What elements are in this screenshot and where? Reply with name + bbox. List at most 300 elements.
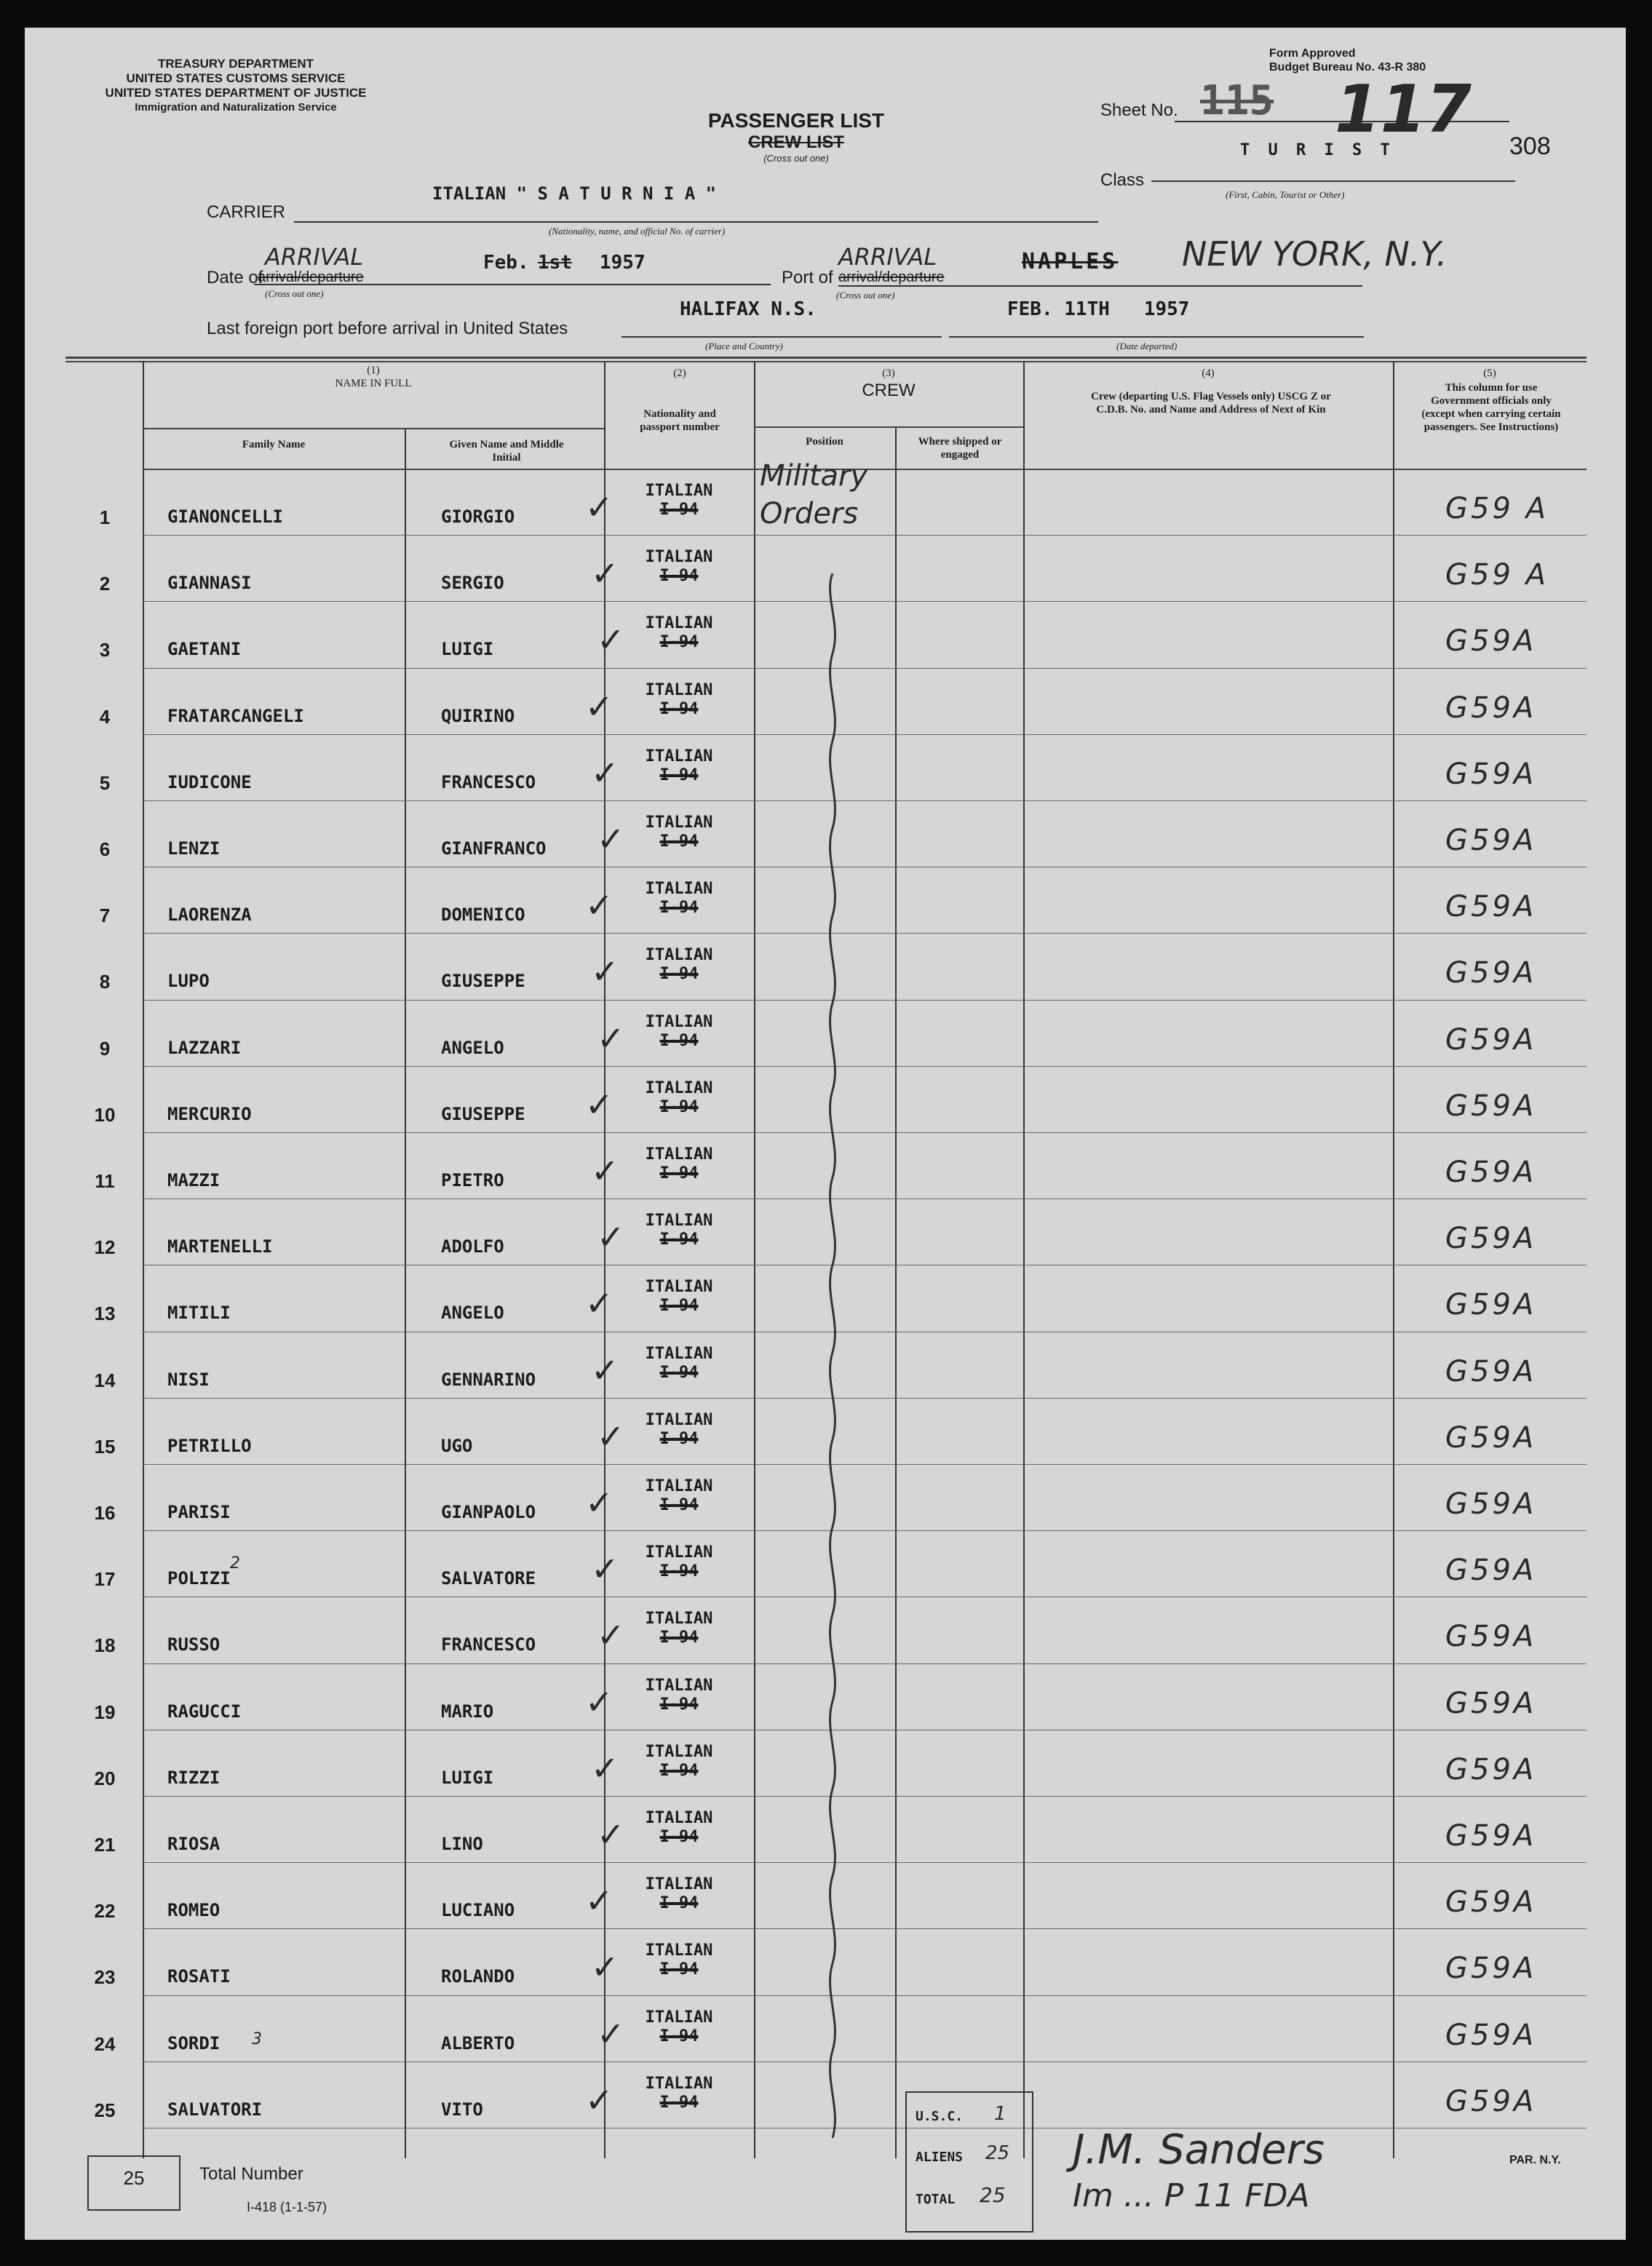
checkmark-icon: ✓ — [585, 1084, 613, 1124]
family-name: RIZZI — [167, 1767, 221, 1788]
nationality-cell — [610, 2008, 748, 2046]
date-line — [254, 284, 771, 285]
carrier-line — [294, 221, 1098, 223]
nationality: ITALIAN — [645, 1610, 713, 1629]
row-number: 6 — [99, 838, 111, 860]
col3-num: (3) — [882, 367, 895, 379]
government-code: G59A — [1445, 1686, 1537, 1720]
col3-title: CREW — [862, 381, 916, 400]
nationality: ITALIAN — [645, 1078, 713, 1097]
given-name: FRANCESCO — [441, 771, 536, 792]
stamp-aliens: ALIENS — [916, 2150, 964, 2165]
given-name: GENNARINO — [441, 1369, 536, 1390]
date-year: 1957 — [600, 252, 646, 274]
title-passenger: PASSENGER LIST — [707, 109, 885, 132]
given-name: MARIO — [441, 1701, 494, 1722]
family-name: GIANNASI — [167, 573, 252, 594]
family-name: MITILI — [167, 1303, 231, 1324]
row-number: 8 — [99, 971, 111, 993]
row-number: 12 — [94, 1236, 116, 1259]
given-name: LUIGI — [441, 639, 494, 660]
col4-num: (4) — [1202, 367, 1215, 379]
given-name: DOMENICO — [441, 905, 525, 926]
government-code: G59 A — [1445, 492, 1549, 525]
given-name: SALVATORE — [441, 1568, 536, 1589]
family-name: RAGUCCI — [167, 1701, 242, 1722]
nationality-cell — [610, 1345, 748, 1383]
checkmark-icon: ✓ — [597, 1217, 625, 1257]
stamp-total-value: 25 — [980, 2183, 1006, 2207]
table-divider — [754, 361, 755, 2158]
nationality: ITALIAN — [645, 1543, 713, 1562]
checkmark-icon: ✓ — [597, 1615, 625, 1655]
passport-number: I-94 — [659, 1363, 699, 1382]
family-name: FRATARCANGELI — [167, 705, 304, 726]
given-name: SERGIO — [441, 573, 504, 594]
row-number: 15 — [94, 1435, 116, 1458]
checkmark-icon: ✓ — [591, 1947, 619, 1987]
nationality-cell — [610, 1079, 748, 1117]
passport-number: I-94 — [659, 567, 699, 586]
family-name: GIANONCELLI — [167, 506, 283, 527]
given-name: ADOLFO — [441, 1236, 504, 1257]
row-divider — [143, 1198, 1587, 1199]
family-name: PARISI — [167, 1502, 231, 1522]
government-code: G59A — [1445, 824, 1537, 857]
row-number: 17 — [94, 1568, 116, 1591]
nationality-cell — [610, 614, 748, 652]
nationality: ITALIAN — [645, 1676, 713, 1695]
last-port-value: HALIFAX N.S. — [680, 298, 817, 320]
nationality-cell — [610, 482, 748, 520]
family-name: IUDICONE — [167, 771, 252, 792]
row-number: 14 — [94, 1369, 116, 1391]
port-naples: NAPLES — [1022, 249, 1119, 274]
nationality-cell — [610, 1610, 748, 1647]
passport-number: I-94 — [659, 2093, 699, 2112]
row-divider — [143, 1464, 1587, 1465]
crew-note-line: Orders — [760, 497, 859, 530]
nationality-cell — [610, 1145, 748, 1183]
carrier-label: CARRIER — [207, 202, 286, 222]
port-newyork: NEW YORK, N.Y. — [1182, 234, 1448, 274]
checkmark-icon: ✓ — [591, 1549, 619, 1589]
checkmark-icon: ✓ — [591, 554, 619, 594]
header-rule — [65, 357, 1587, 359]
carrier-hint: (Nationality, name, and official No. of carrier) — [549, 226, 726, 236]
family-name: PETRILLO — [167, 1435, 252, 1456]
row-divider — [143, 1663, 1587, 1664]
given-name: ANGELO — [441, 1303, 504, 1324]
government-code: G59A — [1445, 1222, 1537, 1256]
par-mark: PAR. N.Y. — [1509, 2154, 1561, 2166]
government-code: G59A — [1445, 1952, 1537, 1986]
row-number: 22 — [94, 1900, 116, 1923]
nationality-cell — [610, 2075, 748, 2112]
row-divider — [143, 1862, 1587, 1863]
stamp-total: TOTAL — [916, 2192, 956, 2207]
row-number: 16 — [94, 1502, 116, 1524]
departed-value: FEB. 11TH 1957 — [1007, 298, 1190, 320]
row-number: 25 — [94, 2099, 116, 2121]
row-divider — [143, 800, 1587, 801]
government-code: G59A — [1445, 1288, 1537, 1322]
nationality-cell — [610, 1411, 748, 1449]
nationality-cell — [610, 1743, 748, 1781]
row-number: 20 — [94, 1767, 116, 1789]
row17-annotation: 2 — [230, 1554, 240, 1573]
departed-hint: (Date departed) — [1116, 341, 1178, 351]
form-approved — [1269, 47, 1426, 74]
row24-annotation: 3 — [252, 2030, 262, 2048]
row-divider — [143, 1066, 1587, 1067]
class-line — [1151, 180, 1515, 182]
government-code: G59A — [1445, 2084, 1537, 2118]
class-hint: (First, Cabin, Tourist or Other) — [1226, 189, 1345, 200]
header-rule — [65, 361, 1587, 362]
sheet-number: 117 — [1335, 71, 1472, 148]
nationality: ITALIAN — [645, 814, 713, 832]
row-number: 9 — [99, 1037, 111, 1060]
family-name: MARTENELLI — [167, 1236, 273, 1257]
nationality: ITALIAN — [645, 1477, 713, 1495]
government-code: G59A — [1445, 1819, 1537, 1853]
given-name: ANGELO — [441, 1037, 504, 1058]
stamp-usc-value: 1 — [994, 2103, 1006, 2125]
row-number: 1 — [99, 506, 111, 528]
passport-number: I-94 — [659, 1695, 699, 1714]
passport-number: I-94 — [659, 1828, 699, 1846]
port-label: Port of — [782, 268, 833, 287]
passport-number: I-94 — [659, 1894, 699, 1913]
checkmark-icon: ✓ — [591, 1350, 619, 1390]
passport-number: I-94 — [659, 1429, 699, 1448]
date-day-crossed: 1st — [538, 252, 572, 274]
nationality-cell — [610, 1013, 748, 1051]
agency-line: UNITED STATES DEPARTMENT OF JUSTICE — [105, 86, 367, 100]
nationality-cell — [610, 1809, 748, 1847]
government-code: G59A — [1445, 1752, 1537, 1786]
nationality: ITALIAN — [645, 747, 713, 766]
date-handwritten: ARRIVAL — [265, 243, 364, 271]
government-code: G59A — [1445, 956, 1537, 990]
given-name: UGO — [441, 1435, 473, 1456]
row-divider — [143, 601, 1587, 602]
row-number: 5 — [99, 771, 111, 794]
date-crossed: arrival/departure — [258, 269, 364, 285]
form-title — [651, 109, 942, 164]
ditto-squiggle — [818, 566, 847, 2160]
table-divider — [754, 426, 1023, 428]
col1-num: (1) — [367, 365, 380, 376]
nationality-cell — [610, 747, 748, 785]
row-number: 23 — [94, 1966, 116, 1989]
carrier-value: ITALIAN " S A T U R N I A " — [432, 183, 717, 204]
col1-header — [143, 364, 604, 390]
row-number: 4 — [99, 705, 111, 728]
government-code: G59A — [1445, 1354, 1537, 1388]
signature: J.M. Sanders — [1073, 2126, 1325, 2174]
col1-title: NAME IN FULL — [335, 378, 412, 389]
checkmark-icon: ✓ — [585, 886, 613, 926]
passport-number: I-94 — [659, 1097, 699, 1116]
port-handwritten: ARRIVAL — [838, 243, 937, 271]
passport-number: I-94 — [659, 1960, 699, 1979]
checkmark-icon: ✓ — [585, 1483, 613, 1522]
checkmark-icon: ✓ — [597, 819, 625, 859]
government-code: G59A — [1445, 1620, 1537, 1654]
passport-number: I-94 — [659, 1031, 699, 1050]
passport-number: I-94 — [659, 1231, 699, 1249]
nationality: ITALIAN — [645, 1145, 713, 1164]
col5-title: This column for use Government officials only (except when carrying certain passengers. See Instructions) — [1421, 382, 1561, 433]
table-divider — [405, 428, 406, 2158]
nationality: ITALIAN — [645, 1278, 713, 1297]
nationality-cell — [610, 1477, 748, 1515]
given-name: GIANPAOLO — [441, 1502, 536, 1522]
checkmark-icon: ✓ — [597, 2013, 625, 2054]
nationality: ITALIAN — [645, 2074, 713, 2093]
row-number: 11 — [95, 1170, 115, 1192]
row-divider — [143, 1995, 1587, 1996]
nationality: ITALIAN — [645, 614, 713, 633]
given-name: ROLANDO — [441, 1966, 515, 1987]
passport-number: I-94 — [659, 766, 699, 784]
passport-number: I-94 — [659, 1164, 699, 1182]
passport-number: I-94 — [659, 1761, 699, 1780]
family-name: ROMEO — [167, 1900, 221, 1921]
row-divider — [143, 1796, 1587, 1797]
sheet-label: Sheet No. — [1100, 100, 1178, 120]
nationality-cell — [610, 946, 748, 984]
family-name: RIOSA — [167, 1834, 221, 1854]
checkmark-icon: ✓ — [597, 1815, 625, 1854]
family-name: SALVATORI — [167, 2099, 263, 2120]
nationality: ITALIAN — [645, 680, 713, 699]
nationality-cell — [610, 681, 748, 719]
row-divider — [143, 1000, 1587, 1001]
checkmark-icon: ✓ — [597, 620, 625, 660]
title-hint: (Cross out one) — [763, 153, 829, 164]
given-name: PIETRO — [441, 1170, 504, 1190]
government-code: G59A — [1445, 1022, 1537, 1057]
family-name: RUSSO — [167, 1634, 221, 1655]
row-divider — [143, 1398, 1587, 1399]
row-number: 21 — [94, 1834, 116, 1856]
checkmark-icon: ✓ — [585, 686, 613, 726]
passport-number: I-94 — [659, 501, 699, 519]
passport-number: I-94 — [659, 899, 699, 918]
total-box-value: 25 — [123, 2167, 145, 2189]
row-divider — [143, 734, 1587, 735]
agency-line: TREASURY DEPARTMENT — [157, 57, 314, 71]
row-number: 24 — [94, 2032, 116, 2055]
nationality: ITALIAN — [645, 1809, 713, 1827]
nationality: ITALIAN — [645, 548, 713, 567]
col5-num: (5) — [1483, 367, 1496, 379]
crew-note — [760, 457, 867, 533]
date-value: Feb. — [483, 252, 529, 274]
checkmark-icon: ✓ — [585, 1682, 613, 1722]
nationality: ITALIAN — [645, 1212, 713, 1231]
family-name-header: Family Name — [242, 439, 306, 450]
passport-number: I-94 — [659, 1496, 699, 1514]
row-divider — [143, 1928, 1587, 1929]
government-code: G59A — [1445, 1420, 1537, 1455]
port-hint: (Cross out one) — [836, 290, 895, 301]
row-divider — [143, 1132, 1587, 1133]
stamp-usc: U.S.C. — [916, 2109, 964, 2124]
given-name: FRANCESCO — [441, 1634, 536, 1655]
nationality: ITALIAN — [645, 1344, 713, 1363]
passport-number: I-94 — [659, 1562, 699, 1581]
col2-title: Nationality and passport number — [640, 408, 720, 433]
place-hint: (Place and Country) — [705, 341, 783, 351]
page-number: 308 — [1509, 132, 1551, 160]
passport-number: I-94 — [659, 1629, 699, 1647]
given-name: LINO — [441, 1834, 483, 1854]
checkmark-icon: ✓ — [585, 1284, 613, 1324]
passport-number: I-94 — [659, 1297, 699, 1316]
government-code: G59 A — [1445, 558, 1549, 592]
passport-number: I-94 — [659, 965, 699, 984]
nationality: ITALIAN — [645, 2008, 713, 2027]
checkmark-icon: ✓ — [597, 1416, 625, 1456]
total-label: Total Number — [199, 2164, 303, 2184]
checkmark-icon: ✓ — [597, 1018, 625, 1058]
nationality: ITALIAN — [645, 880, 713, 899]
passenger-list-form — [25, 28, 1626, 2240]
table-divider — [143, 428, 604, 429]
checkmark-icon: ✓ — [591, 952, 619, 992]
checkmark-icon: ✓ — [585, 1881, 613, 1921]
row-number: 7 — [99, 905, 111, 927]
family-name: SORDI — [167, 2032, 221, 2054]
col2-num: (2) — [673, 367, 686, 379]
family-name: ROSATI — [167, 1966, 231, 1987]
checkmark-icon: ✓ — [585, 488, 613, 527]
given-name: GIANFRANCO — [441, 838, 547, 859]
row-divider — [143, 1530, 1587, 1531]
passport-number: I-94 — [659, 699, 699, 718]
budget-bureau: Budget Bureau No. 43-R 380 — [1269, 61, 1426, 73]
crew-note-line: Military — [760, 459, 868, 493]
passport-number: I-94 — [659, 2027, 699, 2046]
agency-line: Immigration and Naturalization Service — [135, 101, 337, 114]
row-number: 3 — [99, 639, 111, 661]
row-number: 2 — [99, 573, 111, 595]
checkmark-icon: ✓ — [591, 1748, 619, 1788]
given-name: QUIRINO — [441, 705, 515, 726]
class-value: T U R I S T — [1240, 141, 1394, 159]
title-crew: CREW LIST — [748, 132, 844, 152]
last-port-line — [622, 336, 942, 338]
form-number: I-418 (1-1-57) — [247, 2200, 327, 2214]
family-name: POLIZI — [167, 1568, 231, 1589]
given-name: ALBERTO — [441, 2032, 515, 2054]
nationality-cell — [610, 1677, 748, 1714]
row-divider — [143, 535, 1587, 536]
family-name: LENZI — [167, 838, 221, 859]
table-divider — [1023, 361, 1025, 2158]
given-name: GIUSEPPE — [441, 1103, 525, 1124]
given-name-header: Given Name and Middle Initial — [449, 439, 564, 464]
government-code: G59A — [1445, 1554, 1537, 1588]
signature-line2: Im ... P 11 FDA — [1073, 2177, 1310, 2214]
nationality-cell — [610, 1212, 748, 1249]
stamp-aliens-value: 25 — [985, 2142, 1010, 2164]
where-shipped-header: Where shipped or engaged — [918, 436, 1002, 461]
nationality: ITALIAN — [645, 1875, 713, 1894]
given-name: LUIGI — [441, 1767, 494, 1788]
family-name: NISI — [167, 1369, 210, 1390]
nationality-cell — [610, 1941, 748, 1979]
nationality: ITALIAN — [645, 1742, 713, 1761]
table-divider — [895, 426, 897, 2158]
nationality-cell — [610, 548, 748, 586]
nationality: ITALIAN — [645, 946, 713, 965]
government-code: G59A — [1445, 757, 1537, 791]
table-border — [143, 361, 144, 2158]
passport-number: I-94 — [659, 832, 699, 851]
date-label: Date of — [207, 268, 263, 287]
family-name: LAZZARI — [167, 1037, 242, 1058]
given-name: LUCIANO — [441, 1900, 515, 1921]
form-approved-label: Form Approved — [1269, 47, 1356, 60]
family-name: LUPO — [167, 971, 210, 992]
row-number: 19 — [94, 1701, 116, 1723]
row-divider — [143, 933, 1587, 934]
row-number: 18 — [94, 1634, 116, 1657]
agency-header — [61, 57, 410, 115]
class-label: Class — [1100, 170, 1145, 190]
row-number: 13 — [94, 1303, 116, 1325]
port-crossed: arrival/departure — [838, 269, 945, 285]
government-code: G59A — [1445, 624, 1537, 659]
given-name: GIORGIO — [441, 506, 515, 527]
table-divider — [1393, 361, 1394, 2158]
port-line — [838, 285, 1362, 287]
last-port-label: Last foreign port before arrival in United States — [207, 319, 568, 338]
nationality-cell — [610, 1543, 748, 1581]
sheet-crossed: 115 — [1200, 77, 1274, 124]
nationality: ITALIAN — [645, 482, 713, 500]
nationality-cell — [610, 1875, 748, 1913]
government-code: G59A — [1445, 2018, 1537, 2052]
government-code: G59A — [1445, 1089, 1537, 1123]
government-code: G59A — [1445, 1156, 1537, 1189]
government-code: G59A — [1445, 691, 1537, 725]
government-code: G59A — [1445, 1885, 1537, 1920]
family-name: MAZZI — [167, 1170, 221, 1190]
row-divider — [143, 668, 1587, 669]
nationality-cell — [610, 1278, 748, 1316]
family-name: MERCURIO — [167, 1103, 252, 1124]
total-box — [87, 2155, 180, 2211]
departed-line — [949, 336, 1364, 338]
given-name: GIUSEPPE — [441, 971, 525, 992]
given-name: VITO — [441, 2099, 483, 2120]
family-name: GAETANI — [167, 639, 242, 660]
nationality: ITALIAN — [645, 1941, 713, 1960]
passport-number: I-94 — [659, 633, 699, 652]
nationality: ITALIAN — [645, 1012, 713, 1031]
government-code: G59A — [1445, 1487, 1537, 1521]
family-name: LAORENZA — [167, 905, 252, 926]
checkmark-icon: ✓ — [591, 752, 619, 792]
col4-title: Crew (departing U.S. Flag Vessels only) USCG Z or C.D.B. No. and Name and Address of Next of Kin — [1091, 391, 1331, 416]
date-hint: (Cross out one) — [265, 288, 324, 299]
